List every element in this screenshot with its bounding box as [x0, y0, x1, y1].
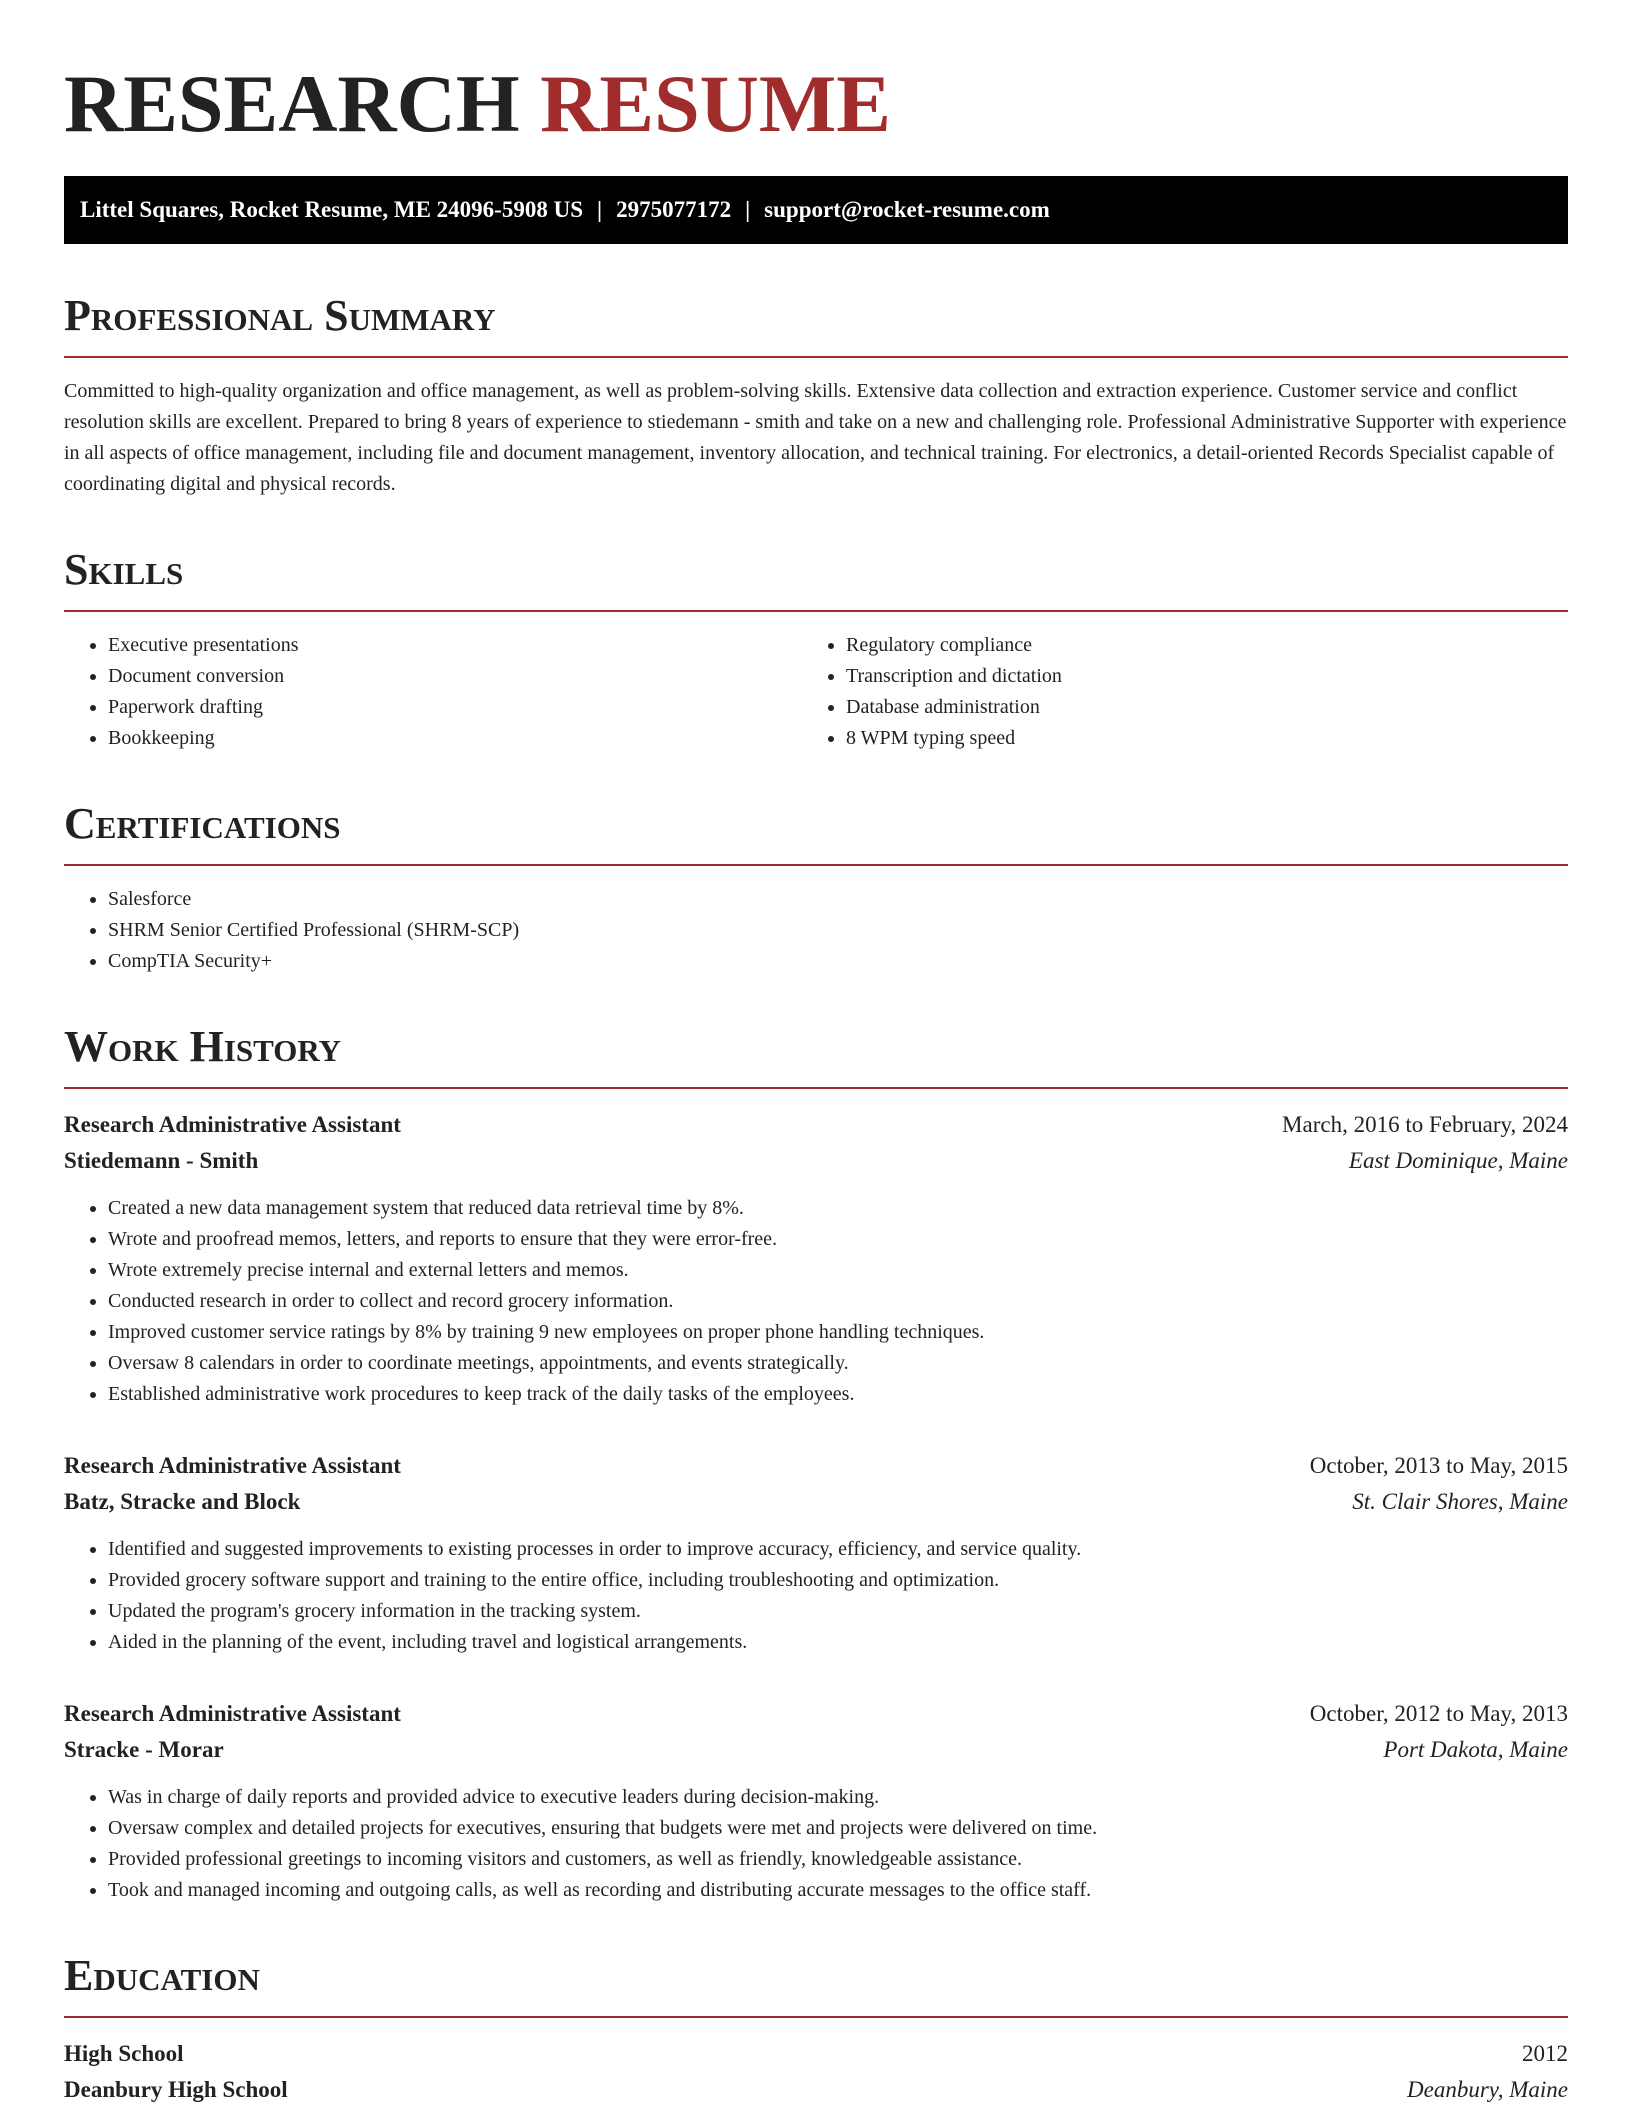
skills-list-left [64, 630, 816, 754]
job-bullet: • Was in charge of daily reports and provided advice to executive leaders during decision-making. [108, 1782, 1568, 1813]
contact-email: support@rocket-resume.com [764, 197, 1050, 222]
contact-address: Littel Squares, Rocket Resume, ME 24096-5908 US [80, 197, 583, 222]
job-company: Stracke - Morar [64, 1737, 224, 1762]
skill-item: • Paperwork drafting [108, 692, 816, 723]
job-entry [64, 1107, 1568, 1410]
education-school: Deanbury High School [64, 2077, 288, 2102]
job-bullets [64, 1193, 1568, 1410]
job-bullet: • Oversaw 8 calendars in order to coordinate meetings, appointments, and events strategically. [108, 1348, 1568, 1379]
section-education [64, 1950, 1568, 2108]
skills-heading: Skills [64, 544, 1568, 612]
job-dates: March, 2016 to February, 2024 [1282, 1112, 1568, 1137]
job-bullet: • Established administrative work procedures to keep track of the daily tasks of the employees. [108, 1379, 1568, 1410]
contact-separator: | [745, 197, 751, 222]
job-location: East Dominique, Maine [1348, 1148, 1568, 1173]
education-location: Deanbury, Maine [1407, 2077, 1568, 2102]
job-title: Research Administrative Assistant [64, 1701, 401, 1726]
section-work-history [64, 1021, 1568, 1906]
resume-title [64, 56, 1568, 152]
job-company: Batz, Stracke and Block [64, 1489, 301, 1514]
education-year: 2012 [1522, 2041, 1568, 2066]
work-heading: Work History [64, 1021, 1568, 1089]
summary-heading: Professional Summary [64, 290, 1568, 358]
education-entry [64, 2036, 1568, 2108]
job-bullet: • Updated the program's grocery information in the tracking system. [108, 1596, 1568, 1627]
skill-item: • Regulatory compliance [846, 630, 1568, 661]
skills-grid [64, 630, 1568, 754]
job-bullet: • Wrote extremely precise internal and external letters and memos. [108, 1255, 1568, 1286]
job-dates: October, 2013 to May, 2015 [1309, 1453, 1568, 1478]
section-certifications [64, 798, 1568, 977]
summary-text: Committed to high-quality organization and office management, as well as problem-solving skills. Extensive data collection and extraction experience. Customer service and conflict resolution skills are excellent. Prepared to bring 8 years of experience to stiedemann - smith and take on a new and challenging role. Professional Administrative Supporter with experience in all aspects of office management, including file and document management, inventory allocation, and technical training. For electronics, a detail-oriented Records Specialist capable of coordinating digital and physical records. [64, 380, 1567, 495]
job-title: Research Administrative Assistant [64, 1112, 401, 1137]
contact-phone: 2975077172 [616, 197, 732, 222]
skill-item: • 8 WPM typing speed [846, 723, 1568, 754]
certifications-heading: Certifications [64, 798, 1568, 866]
certification-item: • Salesforce [108, 884, 1568, 915]
job-bullets [64, 1534, 1568, 1658]
job-bullet: • Conducted research in order to collect and record grocery information. [108, 1286, 1568, 1317]
contact-bar [64, 176, 1568, 244]
job-bullets [64, 1782, 1568, 1906]
job-location: St. Clair Shores, Maine [1352, 1489, 1568, 1514]
education-heading: Education [64, 1950, 1568, 2018]
skills-list-right [816, 630, 1568, 754]
title-part-research: RESEARCH [64, 58, 520, 149]
skill-item: • Bookkeeping [108, 723, 816, 754]
job-title: Research Administrative Assistant [64, 1453, 401, 1478]
certification-item: • SHRM Senior Certified Professional (SHRM-SCP) [108, 915, 1568, 946]
job-bullet: • Provided grocery software support and training to the entire office, including troubleshooting and optimization. [108, 1565, 1568, 1596]
job-bullet: • Provided professional greetings to incoming visitors and customers, as well as friendly, knowledgeable assistance. [108, 1844, 1568, 1875]
skill-item: • Transcription and dictation [846, 661, 1568, 692]
job-bullet: • Wrote and proofread memos, letters, and reports to ensure that they were error-free. [108, 1224, 1568, 1255]
skill-item: • Executive presentations [108, 630, 816, 661]
job-company: Stiedemann - Smith [64, 1148, 259, 1173]
contact-separator: | [597, 197, 603, 222]
job-bullet: • Identified and suggested improvements to existing processes in order to improve accuracy, efficiency, and service quality. [108, 1534, 1568, 1565]
skill-item: • Database administration [846, 692, 1568, 723]
certifications-list [64, 884, 1568, 977]
job-bullet: • Oversaw complex and detailed projects for executives, ensuring that budgets were met and projects were delivered on time. [108, 1813, 1568, 1844]
education-degree: High School [64, 2041, 184, 2066]
section-summary [64, 290, 1568, 500]
job-bullet: • Took and managed incoming and outgoing calls, as well as recording and distributing accurate messages to the office staff. [108, 1875, 1568, 1906]
job-location: Port Dakota, Maine [1383, 1737, 1568, 1762]
job-dates: October, 2012 to May, 2013 [1309, 1701, 1568, 1726]
job-bullet: • Improved customer service ratings by 8% by training 9 new employees on proper phone handling techniques. [108, 1317, 1568, 1348]
skill-item: • Document conversion [108, 661, 816, 692]
job-bullet: • Created a new data management system that reduced data retrieval time by 8%. [108, 1193, 1568, 1224]
job-entry [64, 1696, 1568, 1906]
title-part-resume: RESUME [540, 58, 891, 149]
section-skills [64, 544, 1568, 754]
job-entry [64, 1448, 1568, 1658]
job-bullet: • Aided in the planning of the event, including travel and logistical arrangements. [108, 1627, 1568, 1658]
certification-item: • CompTIA Security+ [108, 946, 1568, 977]
